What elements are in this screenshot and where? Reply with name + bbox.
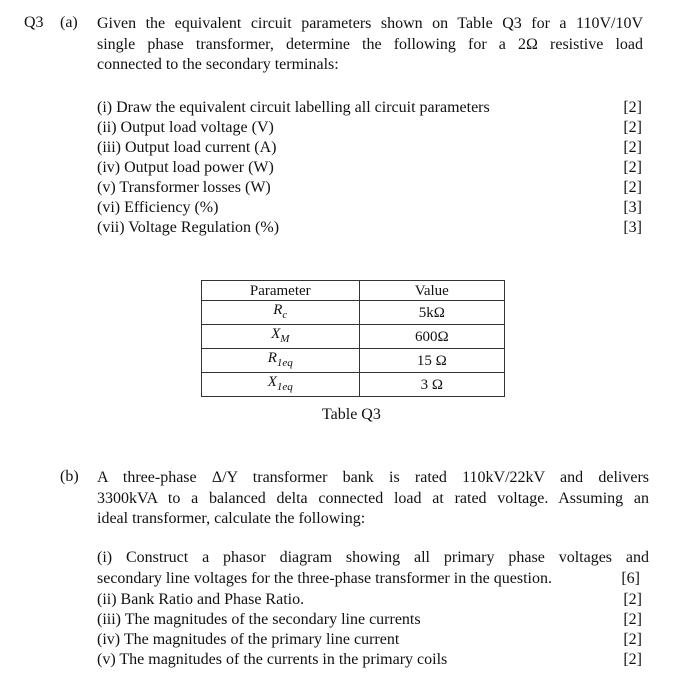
part-a-intro-line: single phase transformer, determine the following for a 2Ω resistive load — [97, 35, 643, 53]
part-b-item-ii — [97, 590, 642, 610]
part-b-intro-line: ideal transformer, calculate the following: — [97, 510, 366, 527]
table-cell-value: 600Ω — [359, 325, 504, 349]
item-marks: [2] — [623, 139, 642, 156]
part-b-intro-line: 3300kVA to a balanced delta connected load at rated voltage. Assuming an — [97, 489, 649, 507]
part-b-item-i-cont — [97, 569, 642, 589]
part-a-intro-line: Given the equivalent circuit parameters shown on Table Q3 for a 110V/10V — [97, 15, 643, 32]
part-a-item-iv — [97, 158, 642, 178]
part-b-intro — [97, 468, 649, 530]
item-marks: [2] — [623, 119, 642, 136]
item-text: (iii) Output load current (A) — [97, 139, 277, 156]
part-a-item-vii — [97, 218, 642, 238]
item-marks: [6] — [621, 570, 640, 587]
table-row — [202, 301, 505, 325]
item-text: (iv) Output load power (W) — [97, 159, 274, 176]
item-marks: [2] — [623, 159, 642, 176]
table-row — [202, 325, 505, 349]
item-text: (i) Construct a phasor diagram showing all primary phase voltages and — [97, 549, 649, 566]
table-row — [202, 349, 505, 373]
table-row — [202, 373, 505, 397]
item-text: (iii) The magnitudes of the secondary line currents — [97, 611, 421, 628]
table-header-row — [202, 281, 505, 301]
part-a-item-ii — [97, 118, 642, 138]
part-a-item-v — [97, 178, 642, 198]
part-b-intro-line: A three-phase Δ/Y transformer bank is rated 110kV/22kV and delivers — [97, 469, 649, 486]
part-a-item-vi — [97, 198, 642, 218]
parameter-table — [201, 280, 505, 397]
table-cell-parameter: $X_{1eq}$ — [202, 373, 360, 397]
table-caption: Table Q3 — [322, 406, 381, 423]
table-cell-parameter: $X_M$ — [202, 325, 360, 349]
item-text: (v) Transformer losses (W) — [97, 179, 271, 196]
question-label: Q3 — [24, 14, 44, 31]
part-a-label: (a) — [60, 14, 78, 31]
item-text: (ii) Output load voltage (V) — [97, 119, 274, 136]
item-text: (vi) Efficiency (%) — [97, 199, 219, 216]
item-marks: [2] — [623, 99, 642, 116]
item-text: (i) Draw the equivalent circuit labelling all circuit parameters — [97, 99, 490, 116]
item-marks: [2] — [623, 179, 642, 196]
item-marks: [2] — [623, 631, 642, 648]
item-text: (v) The magnitudes of the currents in the primary coils — [97, 651, 448, 668]
table-cell-value: 3 Ω — [359, 373, 504, 397]
part-a-intro-line: connected to the secondary terminals: — [97, 56, 339, 73]
item-marks: [2] — [623, 591, 642, 608]
table-cell-parameter: $R_{1eq}$ — [202, 349, 360, 373]
part-a-item-iii — [97, 138, 642, 158]
item-marks: [2] — [623, 611, 642, 628]
item-marks: [3] — [623, 219, 642, 236]
table-header-parameter: Parameter — [202, 281, 360, 301]
part-b-item-iii — [97, 610, 642, 630]
part-b-item-iv — [97, 630, 642, 650]
item-marks: [3] — [623, 199, 642, 216]
item-text: secondary line voltages for the three-phase transformer in the question. — [97, 570, 552, 587]
table-cell-value: 15 Ω — [359, 349, 504, 373]
part-b-item-i — [97, 548, 649, 569]
table-header-value: Value — [359, 281, 504, 301]
item-text: (ii) Bank Ratio and Phase Ratio. — [97, 591, 305, 608]
item-text: (iv) The magnitudes of the primary line current — [97, 631, 400, 648]
table-cell-parameter: $R_c$ — [202, 301, 360, 325]
part-a-intro — [97, 14, 643, 76]
table-cell-value: 5kΩ — [359, 301, 504, 325]
part-b-label: (b) — [60, 468, 79, 485]
part-a-item-i — [97, 98, 642, 118]
item-text: (vii) Voltage Regulation (%) — [97, 219, 280, 236]
item-marks: [2] — [623, 651, 642, 668]
part-b-item-v — [97, 650, 642, 670]
